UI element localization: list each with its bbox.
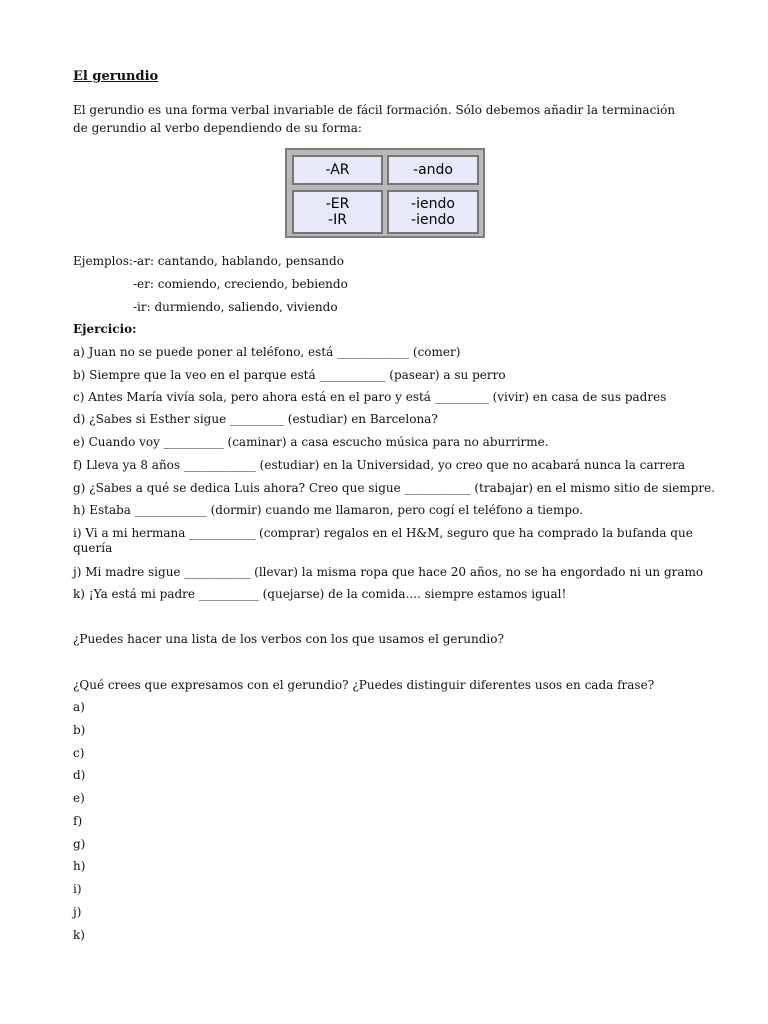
answer-label-b: b) [73, 723, 86, 737]
example-er: -er: comiendo, creciendo, bebiendo [133, 277, 348, 291]
table-cell-ar [292, 155, 383, 185]
exercise-sentence-b: b) Siempre que la veo en el parque está ___________ (pasear) a su perro [73, 368, 506, 382]
answer-label-a: a) [73, 700, 85, 714]
exercise-sentence-a: a) Juan no se puede poner al teléfono, está ____________ (comer) [73, 345, 461, 359]
exercise-sentence-c: c) Antes María vivía sola, pero ahora está en el paro y está _________ (vivir) en casa de sus padres [73, 390, 667, 404]
exercise-sentence-e: e) Cuando voy __________ (caminar) a casa escucho música para no aburrirme. [73, 435, 549, 449]
answer-label-k: k) [73, 928, 85, 942]
answer-label-c: c) [73, 746, 85, 760]
example-ar: -ar: cantando, hablando, pensando [133, 254, 344, 268]
exercise-sentence-d: d) ¿Sabes si Esther sigue _________ (estudiar) en Barcelona? [73, 412, 438, 426]
answer-label-j: j) [73, 905, 82, 919]
table-cell-iendo-text-1: -iendo [411, 196, 455, 212]
table-cell-ir-text: -IR [328, 212, 347, 228]
answer-label-g: g) [73, 837, 86, 851]
question-gerund-uses: ¿Qué crees que expresamos con el gerundio? ¿Puedes distinguir diferentes usos en cada frase? [73, 678, 655, 692]
exercise-sentence-k: k) ¡Ya está mi padre __________ (quejarse) de la comida.... siempre estamos igual! [73, 587, 567, 601]
examples-label: Ejemplos: [73, 254, 133, 268]
exercise-sentence-j: j) Mi madre sigue ___________ (llevar) la misma ropa que hace 20 años, no se ha engordado ni un gramo [73, 565, 704, 579]
page-title: El gerundio [73, 69, 159, 84]
exercise-title: Ejercicio: [73, 322, 137, 336]
answer-label-d: d) [73, 768, 86, 782]
exercise-sentence-f: f) Lleva ya 8 años ____________ (estudiar) en la Universidad, yo creo que no acabará nunca la carrera [73, 458, 686, 472]
exercise-sentence-i: i) Vi a mi hermana ___________ (comprar) regalos en el H&M, seguro que ha comprado la bufanda que quería [73, 526, 693, 555]
question-verbs-list: ¿Puedes hacer una lista de los verbos con los que usamos el gerundio? [73, 632, 504, 646]
answer-label-i: i) [73, 882, 82, 896]
example-ir: -ir: durmiendo, saliendo, viviendo [133, 300, 338, 314]
exercise-sentence-h: h) Estaba ____________ (dormir) cuando me llamaron, pero cogí el teléfono a tiempo. [73, 503, 583, 517]
table-cell-iendo [387, 190, 479, 234]
answer-label-e: e) [73, 791, 85, 805]
answer-label-f: f) [73, 814, 83, 828]
table-cell-ar-text: -AR [325, 162, 350, 178]
table-cell-er-text: -ER [325, 196, 350, 212]
table-cell-er-ir [292, 190, 383, 234]
answer-label-h: h) [73, 859, 86, 873]
table-cell-iendo-text-2: -iendo [411, 212, 455, 228]
table-cell-ando-text: -ando [413, 162, 453, 178]
exercise-sentence-g: g) ¿Sabes a qué se dedica Luis ahora? Creo que sigue ___________ (trabajar) en el mismo sitio de siempre. [73, 481, 716, 495]
gerund-endings-table [285, 148, 485, 238]
table-cell-ando [387, 155, 479, 185]
intro-paragraph: El gerundio es una forma verbal invariable de fácil formación. Sólo debemos añadir la terminación de gerundio al verbo dependiendo de su forma: [73, 103, 676, 135]
